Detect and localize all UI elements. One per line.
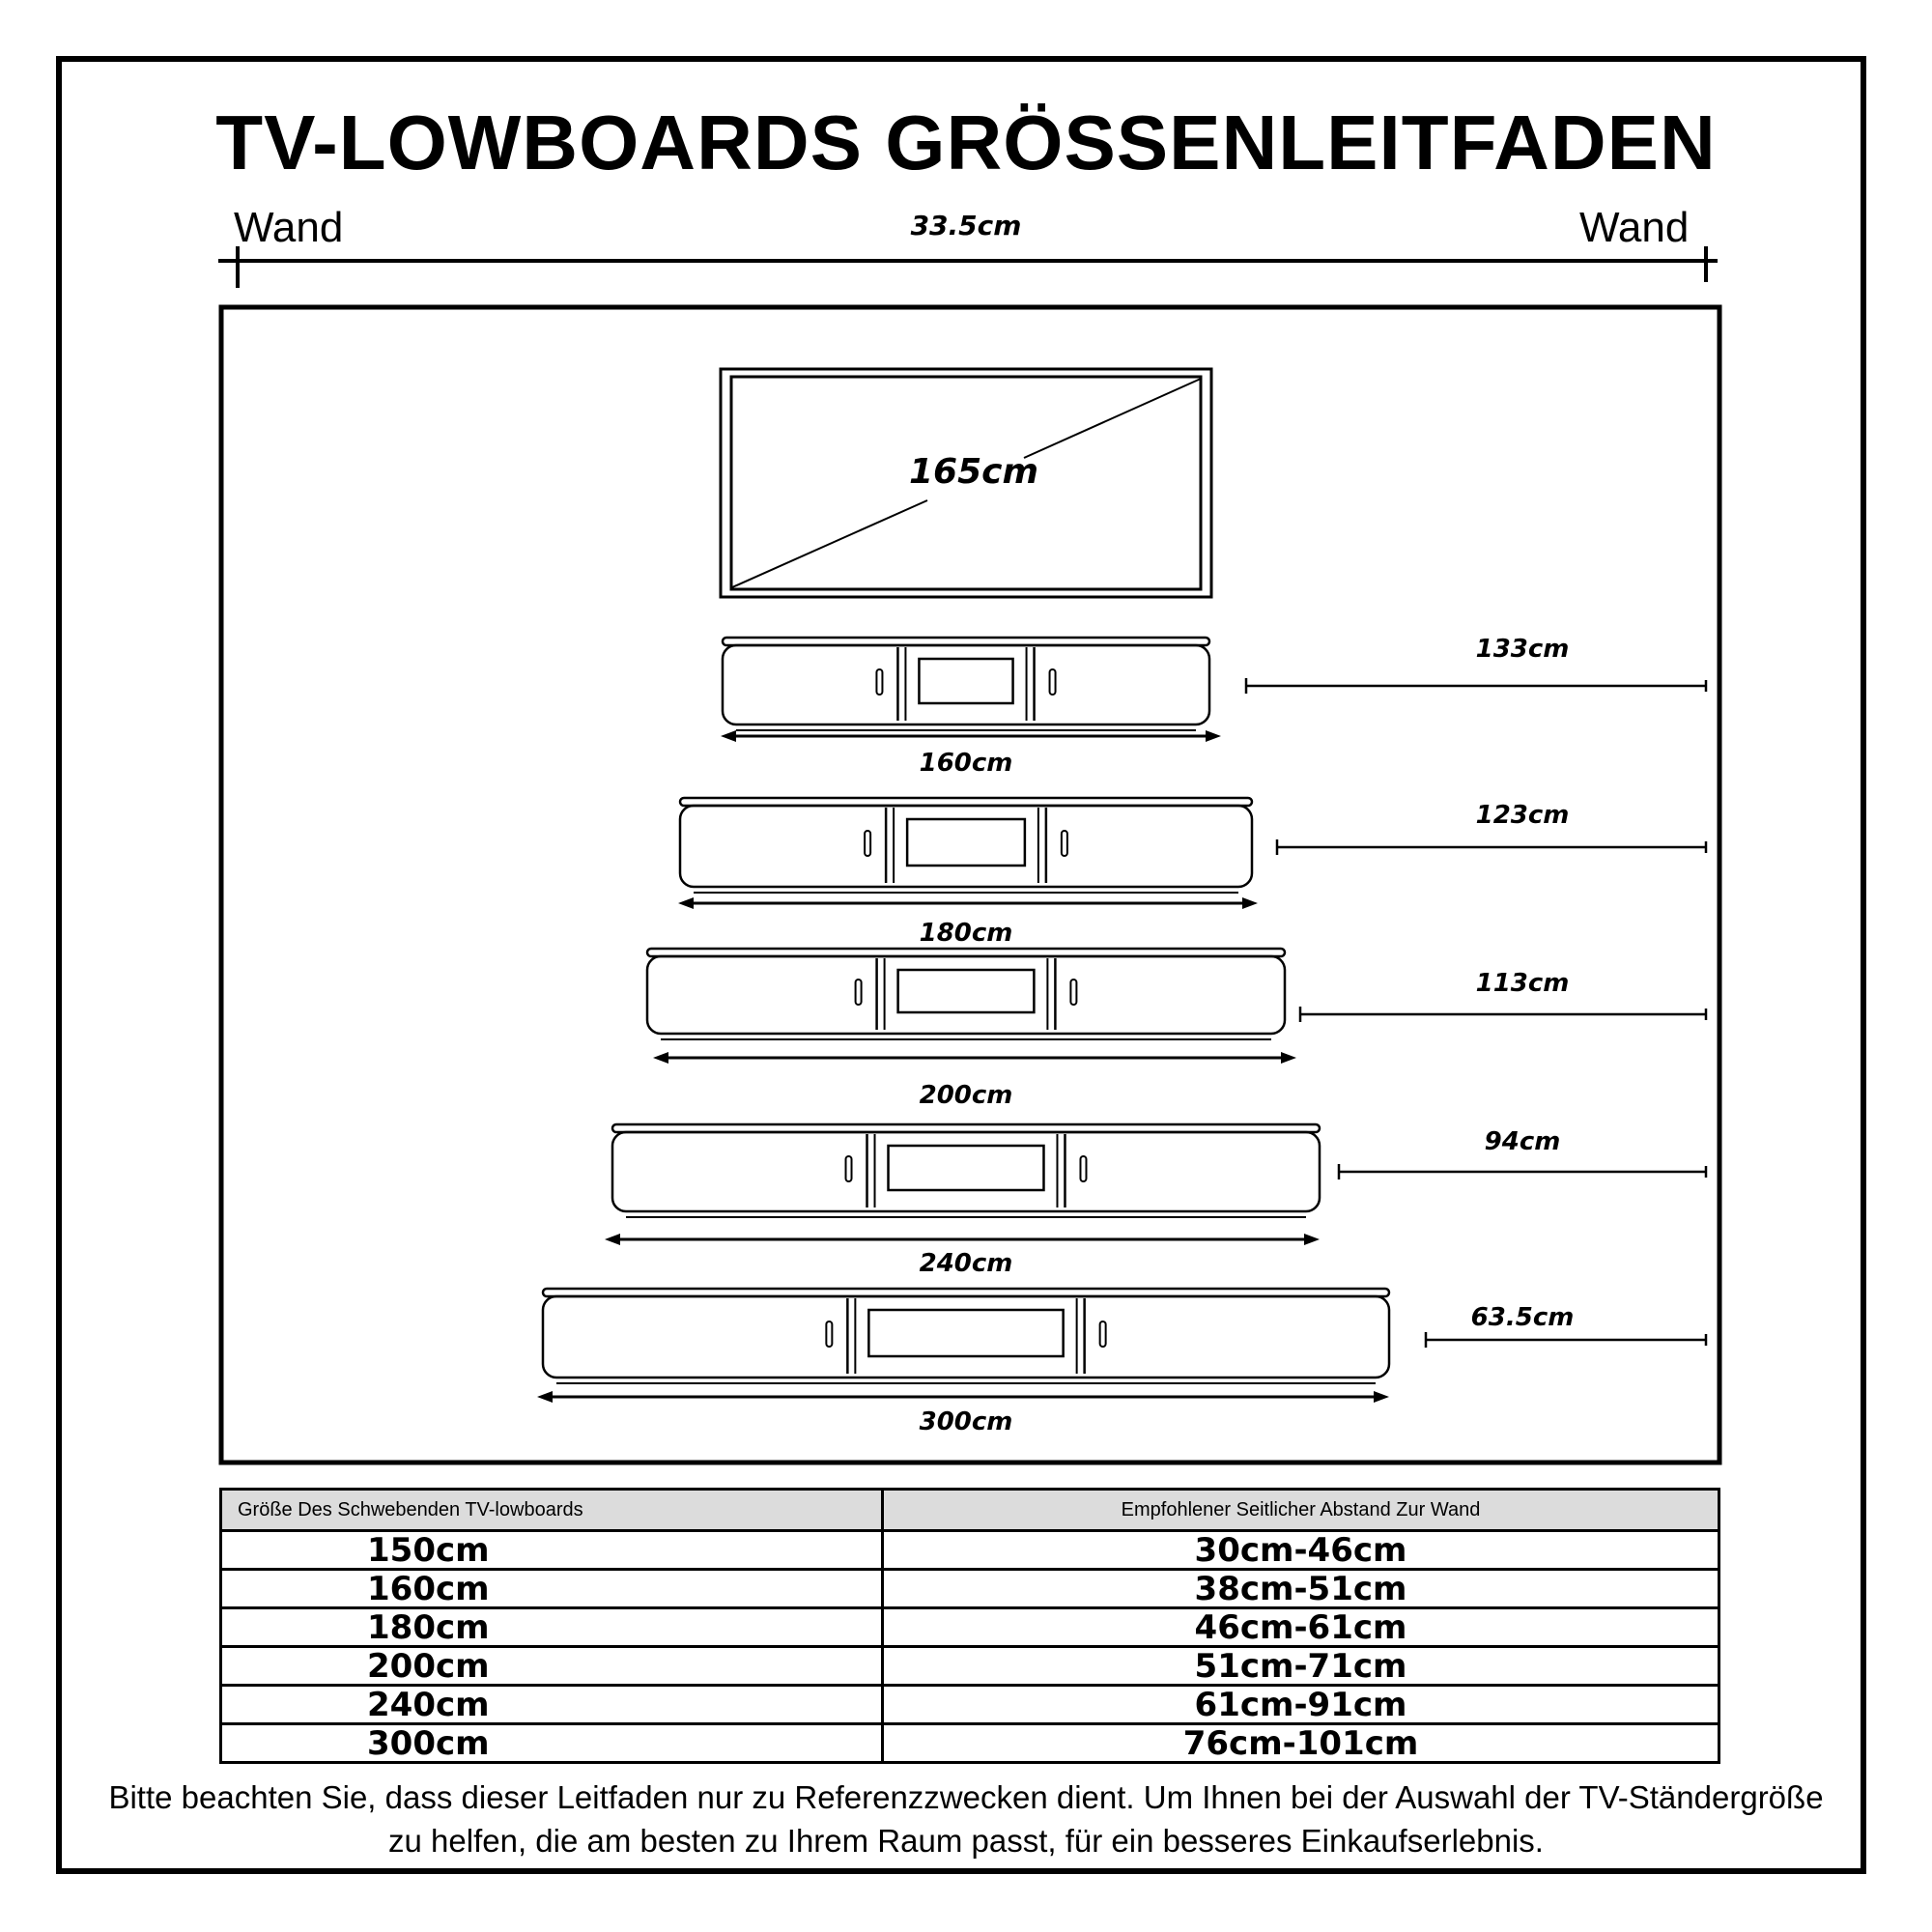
table-row <box>221 1608 1719 1647</box>
cell-distance: 51cm-71cm <box>883 1647 1719 1686</box>
table-header-row <box>221 1490 1719 1531</box>
recommendation-table <box>219 1488 1720 1764</box>
width-arrow <box>537 1391 1389 1403</box>
cell-size: 240cm <box>221 1686 883 1724</box>
header-size: Größe Des Schwebenden TV-lowboards <box>221 1490 883 1531</box>
width-label: 180cm <box>919 919 1013 948</box>
wall-label-left: Wand <box>234 204 344 251</box>
cell-size: 180cm <box>221 1608 883 1647</box>
side-gap-label: 123cm <box>1475 801 1570 830</box>
lowboard-4 <box>605 1124 1706 1278</box>
side-gap-line <box>1300 1007 1706 1022</box>
cell-size: 200cm <box>221 1647 883 1686</box>
lowboard-3 <box>647 949 1706 1110</box>
width-arrow <box>721 730 1221 742</box>
page-title: TV-LOWBOARDS GRÖSSENLEITFADEN <box>215 99 1717 185</box>
cell-size: 300cm <box>221 1724 883 1763</box>
lowboard-1 <box>721 635 1706 778</box>
side-gap-label: 113cm <box>1475 969 1570 998</box>
disclaimer-note: Bitte beachten Sie, dass dieser Leitfaden nur zu Referenzzwecken dient. Um Ihnen bei der Auswahl der TV-Ständergröße zu helfen, die am besten zu Ihrem Raum passt, für ein besseres Einkaufserlebnis. <box>108 1779 1824 1859</box>
cell-distance: 61cm-91cm <box>883 1686 1719 1724</box>
width-label: 160cm <box>919 749 1013 778</box>
cell-distance: 46cm-61cm <box>883 1608 1719 1647</box>
width-label: 240cm <box>919 1249 1013 1278</box>
side-gap-line <box>1426 1332 1706 1348</box>
side-gap-line <box>1246 678 1706 694</box>
side-gap-label: 94cm <box>1484 1127 1561 1156</box>
side-gap-label: 133cm <box>1475 635 1570 664</box>
table-row <box>221 1531 1719 1570</box>
tv-diagonal-label: 165cm <box>909 452 1038 492</box>
width-arrow <box>653 1052 1296 1064</box>
tv-screen <box>721 369 1211 597</box>
width-label: 300cm <box>919 1407 1013 1436</box>
lowboard-5 <box>537 1289 1706 1436</box>
cell-size: 160cm <box>221 1570 883 1608</box>
side-gap-line <box>1277 839 1706 855</box>
cell-size: 150cm <box>221 1531 883 1570</box>
header-distance: Empfohlener Seitlicher Abstand Zur Wand <box>883 1490 1719 1531</box>
cell-distance: 30cm-46cm <box>883 1531 1719 1570</box>
side-gap-line <box>1339 1164 1706 1179</box>
table-row <box>221 1724 1719 1763</box>
wall-label-right: Wand <box>1579 204 1690 251</box>
table-row <box>221 1570 1719 1608</box>
width-label: 200cm <box>919 1081 1013 1110</box>
width-arrow <box>605 1234 1320 1245</box>
cell-distance: 38cm-51cm <box>883 1570 1719 1608</box>
cell-distance: 76cm-101cm <box>883 1724 1719 1763</box>
table-row <box>221 1647 1719 1686</box>
width-arrow <box>678 897 1258 909</box>
table-row <box>221 1686 1719 1724</box>
lowboard-2 <box>678 798 1706 948</box>
side-gap-label: 63.5cm <box>1470 1303 1575 1332</box>
wall-width-label: 33.5cm <box>910 210 1022 242</box>
wall-line <box>218 246 1718 288</box>
